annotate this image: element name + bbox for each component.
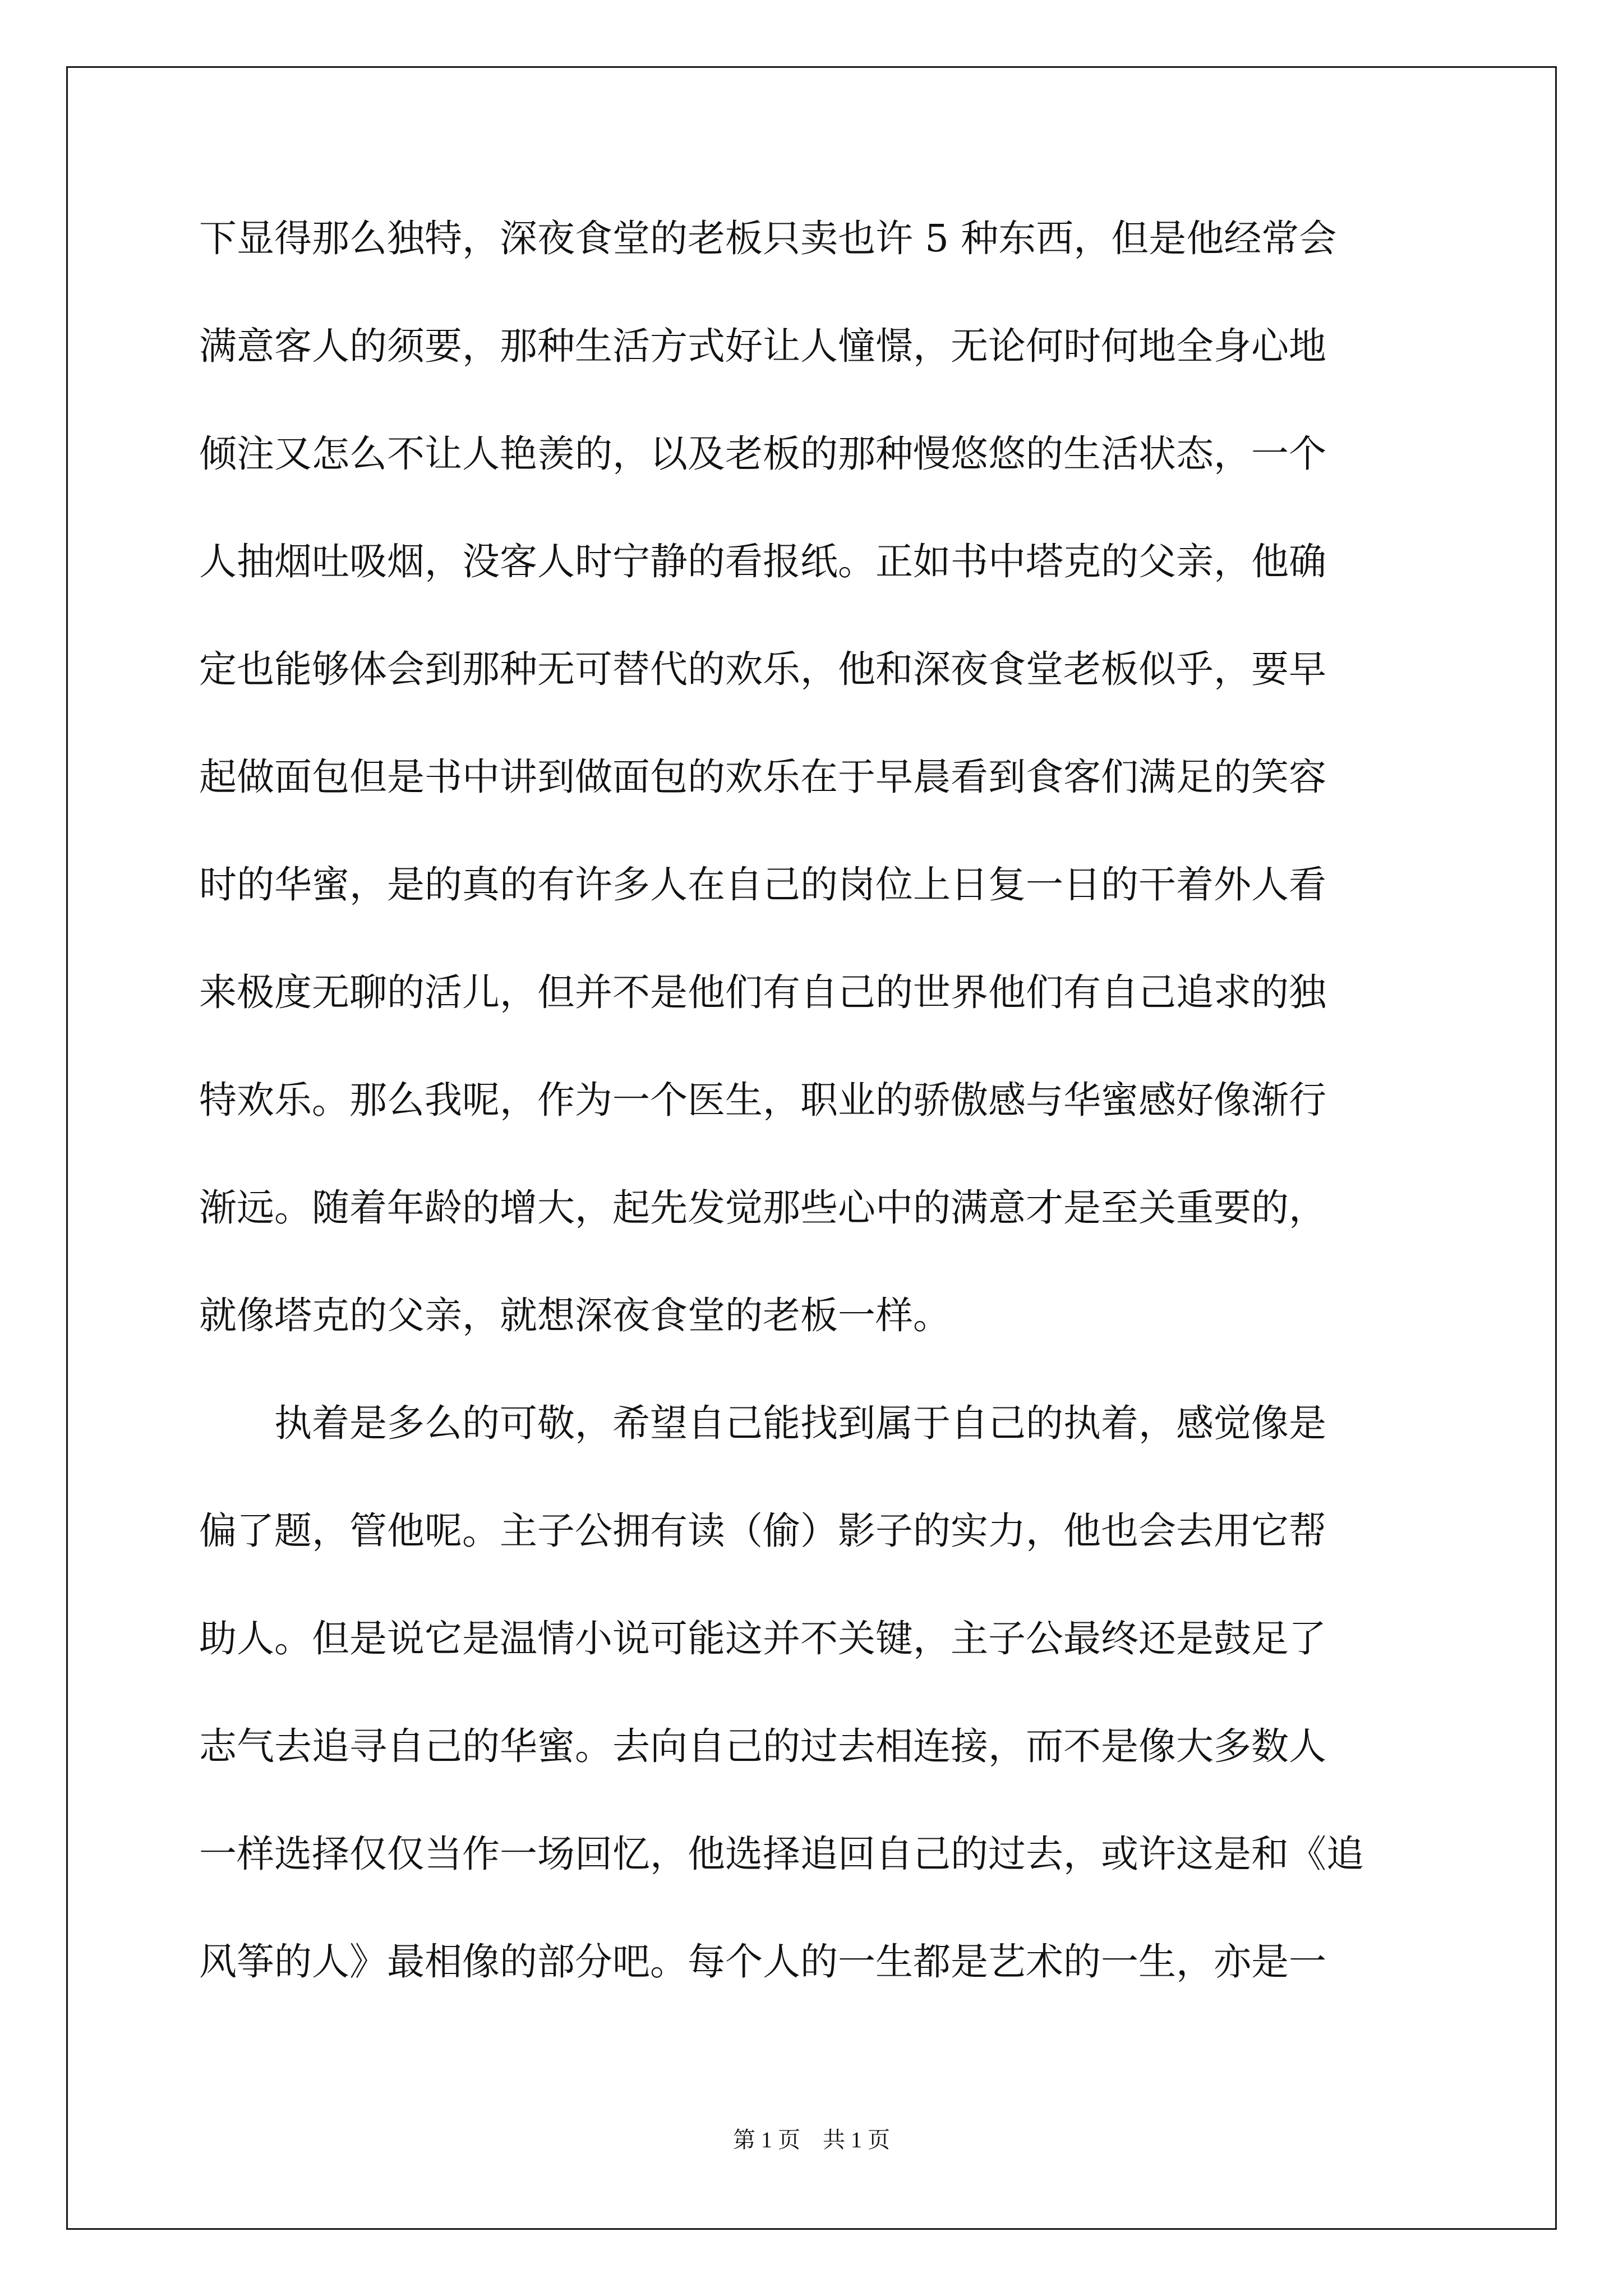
text-line: 特欢乐。那么我呢，作为一个医生，职业的骄傲感与华蜜感好像渐行 — [199, 1078, 1326, 1122]
text-line: 下显得那么独特，深夜食堂的老板只卖也许 5 种东西，但是他经常会 — [199, 217, 1337, 260]
text-line: 就像塔克的父亲，就想深夜食堂的老板一样。 — [199, 1294, 951, 1337]
text-line: 执着是多么的可敬，希望自己能找到属于自己的执着，感觉像是 — [199, 1401, 1326, 1445]
text-line: 人抽烟吐吸烟，没客人时宁静的看报纸。正如书中塔克的父亲，他确 — [199, 540, 1326, 583]
text-line: 助人。但是说它是温情小说可能这并不关键，主子公最终还是鼓足了 — [199, 1617, 1326, 1660]
page-number-footer: 第 1 页 共 1 页 — [733, 2127, 890, 2152]
text-line: 风筝的人》最相像的部分吧。每个人的一生都是艺术的一生，亦是一 — [199, 1940, 1326, 1984]
text-line: 志气去追寻自己的华蜜。去向自己的过去相连接，而不是像大多数人 — [199, 1724, 1326, 1768]
text-line: 起做面包但是书中讲到做面包的欢乐在于早晨看到食客们满足的笑容 — [199, 755, 1326, 799]
text-line: 一样选择仅仅当作一场回忆，他选择追回自己的过去，或许这是和《追 — [199, 1832, 1364, 1876]
text-line: 满意客人的须要，那种生活方式好让人憧憬，无论何时何地全身心地 — [199, 324, 1326, 368]
text-line: 来极度无聊的活儿，但并不是他们有自己的世界他们有自己追求的独 — [199, 970, 1326, 1014]
text-line: 倾注又怎么不让人艳羡的，以及老板的那种慢悠悠的生活状态，一个 — [199, 432, 1326, 476]
text-line: 渐远。随着年龄的增大，起先发觉那些心中的满意才是至关重要的， — [199, 1186, 1326, 1230]
text-line: 偏了题，管他呢。主子公拥有读（偷）影子的实力，他也会去用它帮 — [199, 1509, 1326, 1553]
text-line: 时的华蜜，是的真的有许多人在自己的岗位上日复一日的干着外人看 — [199, 863, 1326, 907]
page-border — [66, 66, 1557, 2230]
text-line: 定也能够体会到那种无可替代的欢乐，他和深夜食堂老板似乎，要早 — [199, 647, 1326, 691]
